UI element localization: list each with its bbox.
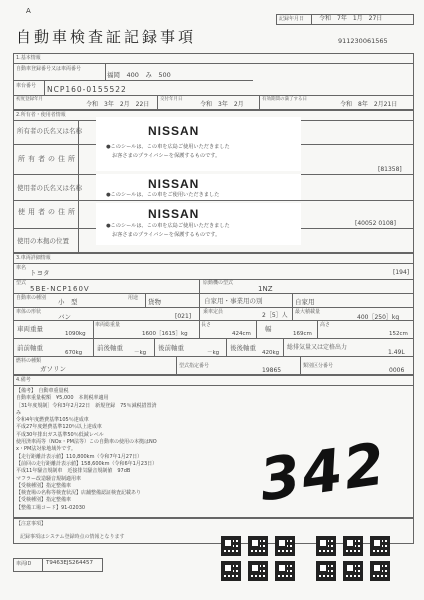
engine-label: 原動機の型式	[203, 280, 234, 286]
remark-line: x・PM法対象地域外です。	[16, 446, 76, 453]
front-rear-axle-label: 前後軸重	[97, 344, 123, 352]
fuel-label: 燃料の種類	[16, 358, 42, 364]
owner-name-label: 所有者の氏名又は名称	[17, 127, 82, 135]
remark-line: 平成30年排出ガス基準50％低減レベル	[16, 431, 104, 438]
qr-code	[248, 561, 268, 581]
registration-label: 自動車登録番号又は車両番号	[16, 66, 82, 72]
remark-line: 【整備工場コード】91-02030	[16, 504, 86, 511]
qr-code	[343, 536, 363, 556]
qr-code	[316, 536, 336, 556]
type-number-value: 19865	[262, 367, 282, 374]
engine-value: 1NZ	[258, 285, 273, 293]
first-registration-value: 令和 3年 2月 22日	[86, 101, 150, 108]
vehicle-id-value: T9463EJS264457	[46, 560, 93, 566]
nissan-logo: NISSAN	[148, 124, 200, 138]
front-rear-axle-value: －kg	[134, 350, 147, 356]
rear-front-axle-label: 後前軸重	[158, 344, 184, 352]
privacy-sticker-2: NISSAN ●このシールは、この車をご使用いただきました	[96, 174, 301, 200]
issue-date-value: 令和 3年 2月	[200, 101, 244, 108]
width-label: 幅	[265, 325, 272, 333]
vin-label: 車台番号	[16, 83, 37, 89]
length-label: 長さ	[201, 322, 212, 328]
private-label: 自家用・事業用の別	[204, 297, 263, 305]
qr-code	[275, 536, 295, 556]
remarks-lines	[16, 388, 246, 512]
remark-line: 【検査場の名称等検査状況】店舗整備認証検査記載あり	[16, 490, 142, 497]
remark-line: 【走行距離計表示値】110,800km（令和7年1月27日）	[16, 453, 143, 460]
qr-code	[221, 561, 241, 581]
handwritten-number: 342	[255, 429, 391, 515]
vehicle-weight-label: 車両重量	[17, 325, 43, 333]
registration-value: 福岡 400 み 500	[107, 71, 171, 79]
record-date-box	[276, 14, 414, 25]
record-date-label: 記録年月日	[279, 16, 305, 22]
displacement-label: 総排気量又は定格出力	[287, 344, 348, 351]
user-address-label: 使用者の住所	[18, 208, 78, 216]
height-value: 152cm	[389, 331, 408, 337]
qr-code	[221, 536, 241, 556]
remark-line: 【受検種別】指定整備車	[16, 497, 72, 504]
max-load-label: 最大積載量	[295, 309, 321, 315]
shape-label: 車体の形状	[16, 309, 42, 315]
user-code: [40052 0108]	[355, 220, 396, 227]
qr-code	[370, 536, 390, 556]
shape-value: バン	[58, 313, 71, 321]
qr-code	[370, 561, 390, 581]
vehicle-id-label: 車両ID	[16, 561, 32, 567]
capacity-value: 2［5］人	[262, 312, 288, 319]
qr-code	[248, 536, 268, 556]
remark-line: マフラー改造騒音規制適用車	[16, 475, 82, 482]
class-number-value: 0006	[389, 367, 405, 374]
remark-line: 平成27年度燃費基準120％以上達成車	[16, 424, 102, 431]
mark-a: A	[26, 7, 31, 15]
kind-label: 自動車の種別	[16, 295, 47, 301]
user-name-label: 使用者の氏名又は名称	[17, 184, 82, 192]
gross-weight-label: 車両総重量	[95, 322, 121, 328]
remark-line: ［31年度規制］令和3年2月22日 新規登録 75％減税措置済	[16, 402, 157, 409]
privacy-sticker-1: NISSAN ●このシールは、この車を広島ご使用いただきました お客さまのプライバシーを保護するものです。	[96, 117, 301, 171]
front-front-axle-label: 前前軸重	[17, 344, 43, 352]
remark-line: 令和4年度燃費基準105％達成車	[16, 417, 89, 424]
document-title: 自動車検査証記録事項	[16, 28, 197, 46]
privacy-sticker-3: NISSAN ●このシールは、この車を広島ご使用いただきました お客さまのプライバシーを保護するものです。	[96, 203, 301, 245]
owner-code: [81358]	[378, 166, 402, 173]
width-value: 169cm	[293, 331, 312, 337]
class-number-label: 類別区分番号	[303, 363, 334, 369]
fuel-value: ガソリン	[40, 365, 66, 373]
gross-weight-value: 1600［1615］kg	[142, 331, 188, 337]
remark-line: 【備考】 自動車重量税	[16, 388, 69, 394]
remark-line: み	[16, 409, 22, 416]
maker-label: 車名	[16, 265, 27, 271]
notes-label: 【注意事項】	[16, 521, 47, 527]
length-value: 424cm	[232, 331, 251, 337]
first-registration-label: 初度登録年月	[16, 97, 43, 102]
issue-date-label: 交付年月日	[160, 97, 183, 102]
maker-value: トヨタ	[30, 269, 50, 277]
vehicle-detail-label: 3.車両詳細情報	[16, 255, 51, 261]
owner-user-label: 2.所有者・使用者情報	[16, 112, 66, 118]
basic-info-label: 1.基本情報	[16, 55, 41, 61]
expiry-value: 令和 8年 2月21日	[340, 101, 398, 108]
rear-rear-axle-value: 420kg	[262, 350, 280, 356]
remark-line: 使用済車両等（NOx・PM法等）この自動車の使用の本拠はNO	[16, 439, 157, 446]
remark-line: 【前回の走行距離計表示値】158,600km（令和6年1月23日）	[16, 460, 158, 467]
front-front-axle-value: 670kg	[65, 350, 83, 356]
model-label: 型式	[16, 280, 27, 286]
vehicle-weight-value: 1090kg	[65, 331, 86, 337]
expiry-label: 有効期間の満了する日	[262, 97, 307, 102]
remark-line: 【受検種別】指定整備車	[16, 482, 72, 489]
notes-text: 記録事項はシステム登録時点の情報となります	[20, 534, 125, 540]
private-value: 自家用	[295, 298, 315, 306]
kind-value: 小 型	[58, 298, 78, 306]
base-location-label: 使用の本拠の位置	[17, 237, 69, 245]
max-load-value: 400［250］kg	[357, 314, 400, 321]
shape-code: [021]	[175, 313, 192, 320]
rear-rear-axle-label: 後後軸重	[230, 344, 256, 352]
height-label: 高さ	[320, 322, 331, 328]
capacity-label: 乗車定員	[203, 309, 224, 315]
serial-number: 911230061565	[338, 37, 388, 45]
qr-code	[343, 561, 363, 581]
qr-code	[275, 561, 295, 581]
remark-line: 自動車重量税額 ¥5,000 本則税率適用	[16, 395, 109, 402]
use-value: 貨物	[148, 298, 161, 306]
nissan-logo: NISSAN	[148, 207, 200, 221]
remarks-label: 4.備考	[16, 377, 31, 383]
rear-front-axle-value: －kg	[207, 350, 220, 356]
remark-line: 平成11年騒音規制車 近接排気騒音規制値 97dB	[16, 468, 131, 475]
vin-value: NCP160-0155522	[47, 85, 127, 94]
nissan-logo: NISSAN	[148, 177, 200, 191]
use-label: 用途	[128, 295, 139, 301]
record-date-value: 令和 7年 1月 27日	[319, 15, 383, 22]
qr-code	[316, 561, 336, 581]
owner-address-label: 所有者の住所	[18, 155, 78, 163]
model-value: 5BE-NCP160V	[30, 285, 90, 293]
maker-code: [194]	[393, 269, 410, 276]
type-number-label: 型式指定番号	[179, 363, 210, 369]
displacement-value: 1.49L	[388, 349, 405, 356]
